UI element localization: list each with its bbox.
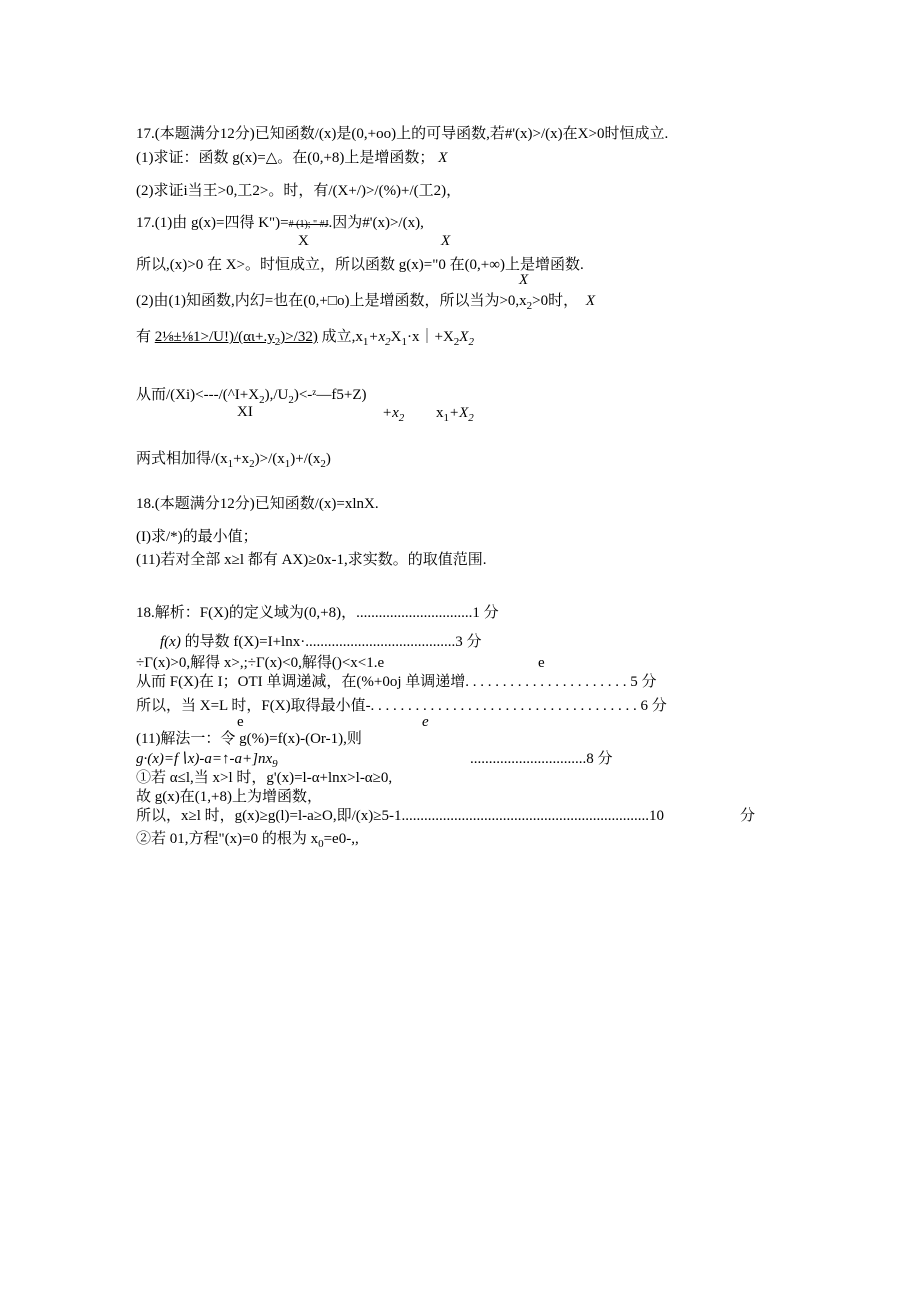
- s18-line8: ①若 α≤l,当 x>l 时，g'(x)=l-α+lnx>l-α≥0,: [136, 770, 393, 786]
- s18-line2-fx: f(x): [160, 634, 181, 650]
- s17-line4-g: ·x｜+X: [406, 329, 454, 345]
- s17-line5-den2: [382, 404, 404, 427]
- s17-line5-sub: 2: [259, 394, 265, 406]
- s18-line6: (11)解法一：令 g(%)=f(x)-(Or-1),则: [136, 731, 362, 747]
- s17-line3-a: (2)由(1)知函数,内幻=也在(0,+□o)上是增函数，所以当为>0,x: [136, 293, 527, 309]
- s17-line4-sub4: 1: [401, 336, 407, 348]
- s17-line5-den2-a: +x: [382, 405, 399, 421]
- s17-line6-d: )+/(x: [290, 451, 321, 467]
- s17-line5-b: ),/U: [264, 387, 289, 403]
- s18-line11-b: =e0-,,: [323, 831, 359, 847]
- s17-line5-den3-a: x: [436, 405, 444, 421]
- s18-line7-sub: 9: [272, 758, 278, 770]
- s18-line11-sub: 0: [318, 838, 324, 850]
- s17-line6-b: +x: [233, 451, 250, 467]
- s18-line7-score: ...............................8 分: [470, 751, 613, 767]
- s17-line5-sub2: 2: [288, 394, 294, 406]
- s18-line5: 所以，当 X=L 时，F(X)取得最小值-. . . . . . . . . . . . . . . . . . . . . . . . . . . . . . . . . . . . 6 分: [136, 698, 667, 714]
- s17-line4-f: X: [390, 329, 402, 345]
- s18-line3-e: e: [538, 655, 545, 671]
- s17-line6: [136, 450, 331, 473]
- s17-line4: [136, 328, 474, 351]
- s17-line3-b: >0时，: [532, 293, 579, 309]
- s17-line2: 所以,(x)>0 在 X>。时恒成立，所以函数 g(x)="0 在(0,+∞)上是增函数.: [136, 257, 584, 273]
- q17-part1-text: (1)求证：函数 g(x)=△。在(0,+8)上是增函数；: [136, 150, 435, 166]
- s17-line4-e: +x: [368, 329, 386, 345]
- s17-line1-den2: X: [441, 233, 451, 249]
- q18-part1: (I)求/*)的最小值；: [136, 529, 258, 545]
- q17-title: 17.(本题满分12分)已知函数/(x)是(0,+oo)上的可导函数,若#'(x)>/(x)在X>0时恒成立.: [136, 126, 669, 142]
- s17-line6-sub2: 2: [249, 458, 255, 470]
- s17-line6-c: )>/(x: [254, 451, 285, 467]
- s18-line2: [160, 633, 481, 651]
- s17-line4-b-text: 2⅛±⅛1>/U!)/(αι+.y: [154, 329, 275, 345]
- s18-line5-e1: e: [237, 714, 244, 730]
- s17-line4-a: 有: [136, 329, 152, 345]
- s17-line2-den: X: [519, 272, 529, 288]
- s18-line11-a: ②若 01,方程"(x)=0 的根为 x: [136, 831, 319, 847]
- s18-line3: ÷Γ(x)>0,解得 x>,;÷Γ(x)<0,解得()<x<1.e: [136, 655, 385, 671]
- s18-line11: [136, 830, 359, 853]
- s17-line1: [136, 214, 424, 234]
- s17-line4-c: )>/32): [280, 329, 318, 345]
- q18-part2: (11)若对全部 x≥l 都有 AX)≥0x-1,求实数。的取值范围.: [136, 552, 487, 568]
- s17-line3: [136, 292, 595, 315]
- s17-line5-den3-sub2: 2: [468, 412, 474, 424]
- s17-line1-a: 17.(1)由 g(x)=四得 K")=: [136, 215, 289, 231]
- s17-line6-sub: 1: [227, 458, 234, 470]
- s17-line6-sub3: 1: [284, 458, 291, 470]
- q18-title: 18.(本题满分12分)已知函数/(x)=xlnX.: [136, 496, 379, 512]
- s17-line5-den3-b: +X: [449, 405, 469, 421]
- s17-line5-den3-sub: 1: [443, 412, 449, 424]
- q17-part1: [136, 149, 447, 167]
- s17-line5-c: )<-ᶻ—f5+Z): [293, 387, 367, 403]
- s17-line6-e: ): [325, 451, 331, 467]
- s17-line5-a: 从而/(Xi)<---/(^I+X: [136, 387, 260, 403]
- s17-line4-sub5: 2: [453, 336, 460, 348]
- s18-line1: 18.解析：F(X)的定义域为(0,+8)，...............................1 分: [136, 605, 499, 621]
- s18-line2-text: 的导数 f(X)=I+lnx·........................................3 分: [184, 634, 482, 650]
- s18-line4: 从而 F(X)在 I；OTI 单调递减，在(%+0oj 单调递增. . . . . . . . . . . . . . . . . . . . . . 5 分: [136, 674, 657, 690]
- s18-line10-fen: 分: [740, 808, 756, 824]
- s17-line4-h: X: [459, 329, 469, 345]
- s18-line9: 故 g(x)在(1,+8)上为增函数，: [136, 789, 322, 805]
- s17-line1-strike: # (1); " #J: [288, 219, 329, 230]
- s17-line4-sub2: 1: [362, 336, 369, 348]
- q17-part1-x: X: [438, 150, 448, 166]
- s17-line4-sub3: 2: [385, 336, 391, 348]
- s17-line5-den1: XI: [237, 404, 253, 420]
- s17-line1-c: .因为#'(x)>/(x),: [328, 215, 424, 231]
- s17-line4-sub6: 2: [468, 336, 474, 348]
- s17-line3-sub: 2: [526, 300, 533, 312]
- s17-line4-b-sub: 2: [274, 336, 281, 348]
- s18-line5-e2: e: [422, 714, 429, 730]
- s17-line1-den1: X: [298, 233, 309, 249]
- s18-line10: 所以，x≥l 时，g(x)≥g(l)=l-a≥O,即/(x)≥5-1..................................................................10: [136, 808, 665, 824]
- s17-line3-x: X: [585, 293, 596, 309]
- q17-part2: (2)求证i当王>0,工2>。时，有/(X+/)>/(%)+/(工2)，: [136, 183, 462, 199]
- s17-line6-a: 两式相加得/(x: [136, 451, 228, 467]
- s17-line4-d: 成立,x: [321, 329, 363, 345]
- s18-line7-deriv: g·(x)=f∖x)-a=↑-a+]nx: [136, 751, 273, 767]
- s17-line5-den2-sub: 2: [398, 412, 405, 424]
- s17-line4-b: [154, 329, 318, 348]
- s17-line6-sub4: 2: [320, 458, 326, 470]
- s17-line5-den3: [436, 404, 474, 427]
